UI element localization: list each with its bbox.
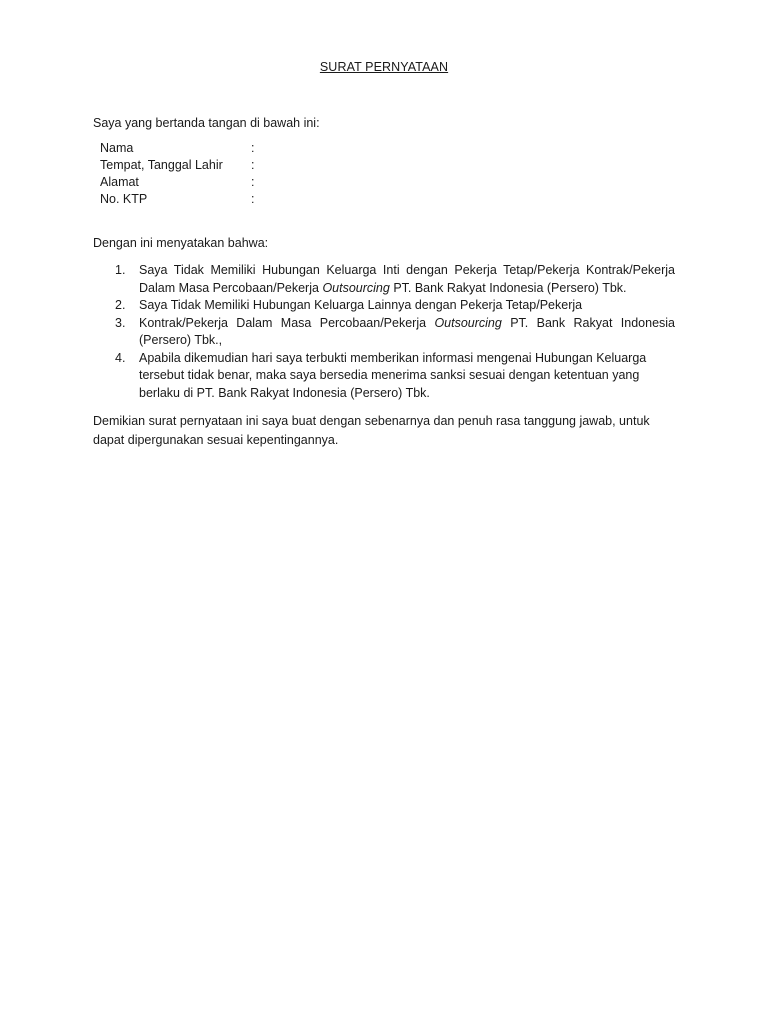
field-alamat bbox=[100, 174, 400, 191]
identity-fields bbox=[100, 140, 400, 208]
field-colon: : bbox=[251, 175, 255, 189]
statement-item bbox=[115, 262, 675, 297]
closing-text: Demikian surat pernyataan ini saya buat dengan sebenarnya dan penuh rasa tanggung jawab, untuk dapat dipergunakan sesuai kepentingannya. bbox=[93, 414, 650, 447]
intro-text: Saya yang bertanda tangan di bawah ini: bbox=[93, 116, 320, 130]
field-nama bbox=[100, 140, 400, 157]
statement-item bbox=[115, 350, 675, 403]
statement-number: 1. bbox=[115, 263, 126, 277]
field-tempat-tanggal-lahir bbox=[100, 157, 400, 174]
declaration-intro: Dengan ini menyatakan bahwa: bbox=[93, 236, 269, 250]
statement-text: Apabila dikemudian hari saya terbukti memberikan informasi mengenai Hubungan Keluarga tersebut tidak benar, maka saya bersedia menerima sanksi sesuai dengan ketentuan yang berlaku di PT. Bank Rakyat Indonesia (Persero) Tbk. bbox=[139, 350, 647, 400]
statement-number: 2. bbox=[115, 298, 126, 312]
field-colon: : bbox=[251, 141, 255, 155]
field-label: Tempat, Tanggal Lahir bbox=[100, 158, 223, 172]
field-label: Nama bbox=[100, 141, 134, 155]
statement-list bbox=[115, 262, 675, 402]
statement-text: Kontrak/Pekerja Dalam Masa Percobaan/Pekerja Outsourcing PT. Bank Rakyat Indonesia (Persero) Tbk., bbox=[139, 315, 675, 347]
field-label: No. KTP bbox=[100, 192, 148, 206]
statement-text: Saya Tidak Memiliki Hubungan Keluarga Inti dengan Pekerja Tetap/Pekerja Kontrak/Pekerja Dalam Masa Percobaan/Pekerja Outsourcing PT. Bank Rakyat Indonesia (Persero) Tbk. bbox=[139, 263, 675, 295]
statement-item bbox=[115, 315, 675, 350]
statement-text: Saya Tidak Memiliki Hubungan Keluarga Lainnya dengan Pekerja Tetap/Pekerja bbox=[139, 298, 583, 312]
field-colon: : bbox=[251, 158, 255, 172]
field-label: Alamat bbox=[100, 175, 139, 189]
field-colon: : bbox=[251, 192, 255, 206]
field-no-ktp bbox=[100, 191, 400, 208]
statement-item bbox=[115, 297, 675, 315]
document-title: SURAT PERNYATAAN bbox=[319, 60, 449, 74]
statement-number: 4. bbox=[115, 350, 126, 365]
statement-number: 3. bbox=[115, 315, 126, 330]
